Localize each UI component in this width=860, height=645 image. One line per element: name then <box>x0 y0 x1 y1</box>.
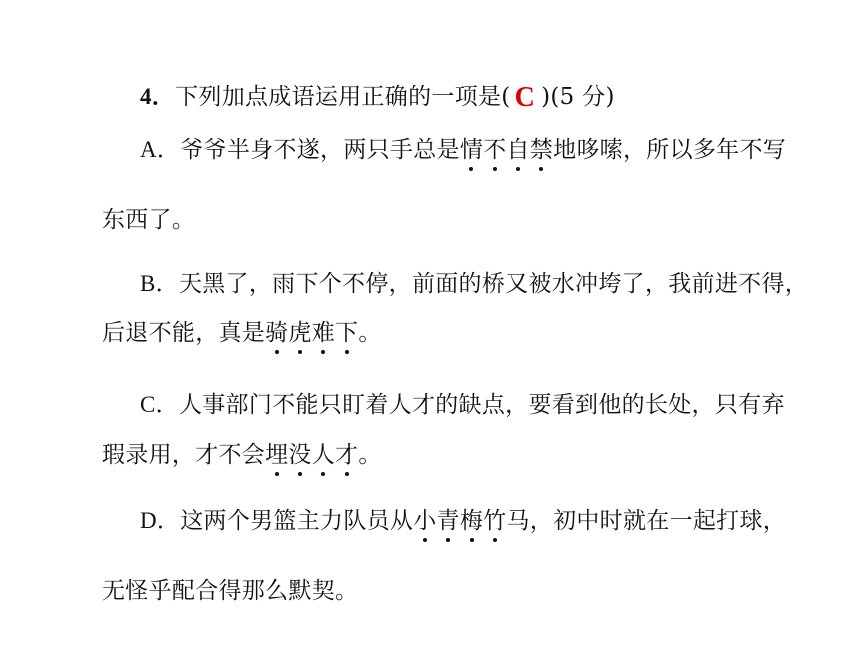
option-c-line-1 <box>140 390 785 420</box>
option-d-text-continued: 无怪乎配合得那么默契。 <box>102 578 359 604</box>
option-d-idiom-char: 青 <box>436 508 460 534</box>
question-stem <box>140 82 615 113</box>
question-score: )(5 分) <box>541 84 615 110</box>
option-d-letter: D． <box>140 508 181 533</box>
option-d-text-after: 马，初中时就在一起打球， <box>506 508 787 534</box>
option-d-line-1 <box>140 506 786 536</box>
option-a-idiom-char: 禁 <box>529 137 554 163</box>
option-b-idiom-char: 虎 <box>288 320 312 346</box>
option-b-text-after: 。 <box>358 320 382 346</box>
option-a-letter: A． <box>140 137 181 162</box>
option-b-idiom-char: 难 <box>311 320 336 346</box>
option-a-text-after: 地哆嗦，所以多年不写 <box>553 137 787 163</box>
option-c-idiom-char: 没 <box>288 442 312 468</box>
option-b-idiom-char: 骑 <box>265 320 289 346</box>
option-c-text: 人事部门不能只盯着人才的缺点，要看到他的长处，只有弃 <box>178 392 785 418</box>
option-c-idiom-char: 才 <box>335 442 359 468</box>
option-a-idiom-char: 自 <box>506 137 530 163</box>
option-b-text: 天黑了，雨下个不停，前面的桥又被水冲垮了，我前进不得， <box>178 271 809 297</box>
option-d-idiom-char: 竹 <box>483 508 507 534</box>
answer-mark: C <box>514 82 536 113</box>
option-b-idiom-char: 下 <box>335 320 359 346</box>
option-b-line-2 <box>102 318 382 348</box>
question-number: 4． <box>140 84 176 109</box>
option-d-text-before: 这两个男篮主力队员从 <box>180 508 414 534</box>
option-c-idiom-char: 人 <box>311 442 336 468</box>
option-c-line-2 <box>102 440 382 470</box>
option-d-idiom-char: 小 <box>413 508 437 534</box>
option-a-text-continued: 东西了。 <box>102 207 196 233</box>
option-c-text-before: 瑕录用，才不会 <box>102 442 266 468</box>
option-c-text-after: 。 <box>358 442 382 468</box>
option-d-line-2 <box>102 576 358 606</box>
option-a-line-1 <box>140 135 786 165</box>
option-a-text-before: 爷爷半身不遂，两只手总是 <box>180 137 460 163</box>
option-b-text-before: 后退不能，真是 <box>102 320 266 346</box>
option-b-line-1 <box>140 269 808 299</box>
option-a-idiom-char: 情 <box>459 137 484 163</box>
option-c-idiom-char: 埋 <box>265 442 289 468</box>
option-d-idiom-char: 梅 <box>459 508 484 534</box>
option-b-letter: B． <box>140 271 179 296</box>
option-a-line-2 <box>102 205 195 235</box>
question-text: 下列加点成语运用正确的一项是( <box>175 84 511 110</box>
option-a-idiom-char: 不 <box>483 137 507 163</box>
option-c-letter: C． <box>140 392 179 417</box>
